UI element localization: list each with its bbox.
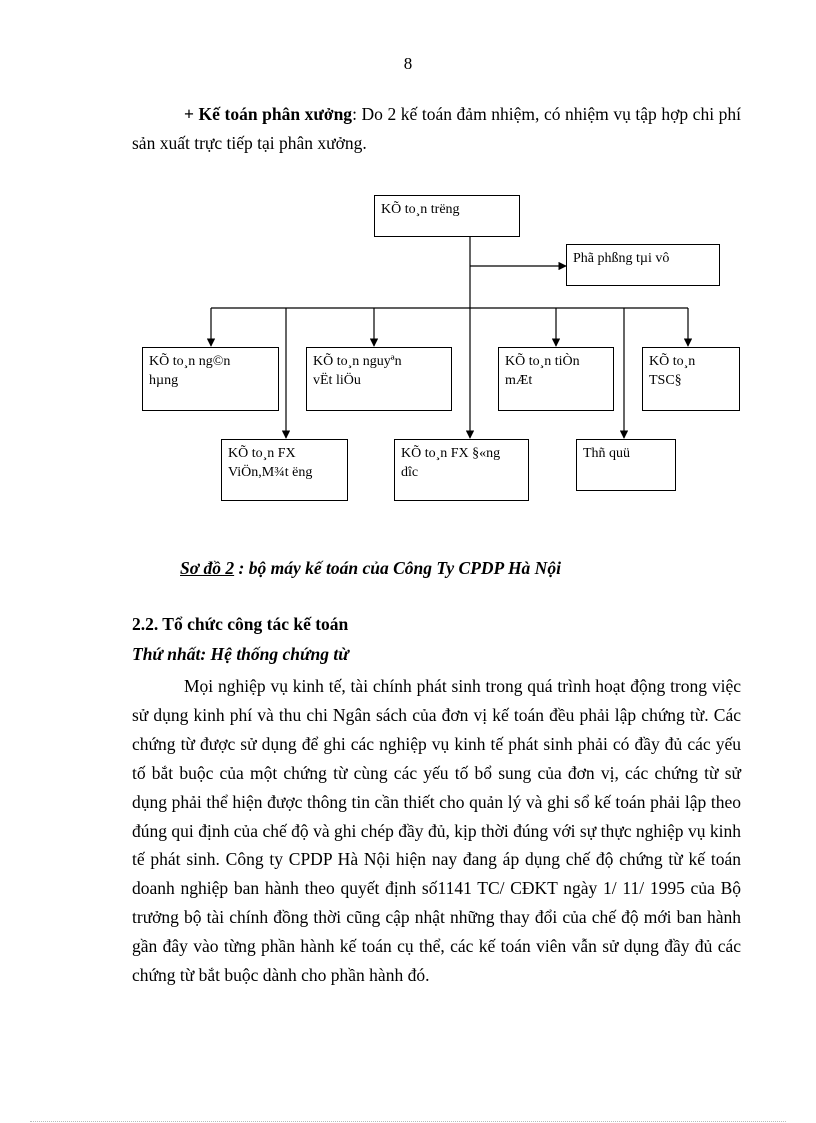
- cash-accountant-box: KÕ to¸n tiÒn mÆt: [498, 347, 614, 411]
- body-paragraph: [132, 672, 741, 990]
- treasurer-box: Thñ quü: [576, 439, 676, 491]
- section-heading: 2.2. Tổ chức công tác kế toán: [132, 614, 349, 634]
- deputy-finance-box: Phã phßng tµi vô: [566, 244, 720, 286]
- diagram-caption: Sơ đồ 2 : bộ máy kế toán của Công Ty CPDP Hà Nội: [180, 558, 561, 578]
- materials-accountant-box: KÕ to¸n nguyªn vËt liÖu: [306, 347, 452, 411]
- section-subheading: Thứ nhất: Hệ thống chứng từ: [132, 644, 349, 664]
- body-paragraph-text: Mọi nghiệp vụ kinh tế, tài chính phát sinh trong quá trình hoạt động trong việc sử dụng kinh phí và thu chi Ngân sách của đơn vị kế toán đều phải lập chứng từ. Các chứng từ được sử dụng để ghi các nghiệp vụ kinh tế phát sinh phải có đầy đủ các yếu tố bắt buộc của một chứng từ cùng các yếu tố bổ sung của đơn vị, các chứng từ sử dụng phải thể hiện được thông tin cần thiết cho quản lý và ghi sổ kế toán phải lập theo đúng qui định của chế độ và ghi chép đầy đủ, kịp thời đúng với sự thực nghiệp vụ kinh tế phát sinh. Công ty CPDP Hà Nội hiện nay đang áp dụng chế độ chứng từ kế toán doanh nghiệp ban hành theo quyết định số1141 TC/ CĐKT ngày 1/ 11/ 1995 của Bộ trưởng bộ tài chính đồng thời cũng cập nhật những thay đổi của chế độ mới ban hành gần đây vào từng phần hành kế toán cụ thể, các kế toán viên vẫn sử dụng đầy đủ các chứng từ bắt buộc dành cho phần hành đó.: [132, 676, 741, 986]
- page-bottom-rule: [30, 1121, 786, 1122]
- workshop-eye-accountant-box: KÕ to¸n FX ViÖn,M¾t ëng: [221, 439, 348, 501]
- intro-text: : Do 2 kế toán đảm nhiệm, có nhiệm vụ tập hợp chi phí sản xuất trực tiếp tại phân xưởng.: [132, 104, 741, 153]
- page-number: 8: [403, 54, 413, 73]
- fixed-assets-accountant-box: KÕ to¸n TSC§: [642, 347, 740, 411]
- bank-accountant-box: KÕ to¸n ng©n hµng: [142, 347, 279, 411]
- workshop-oriental-accountant-box: KÕ to¸n FX §«ng dîc: [394, 439, 529, 501]
- intro-prefix: + Kế toán phân xưởng: [184, 104, 353, 124]
- chief-accountant-box: KÕ to¸n trëng: [374, 195, 520, 237]
- org-chart: [0, 0, 816, 560]
